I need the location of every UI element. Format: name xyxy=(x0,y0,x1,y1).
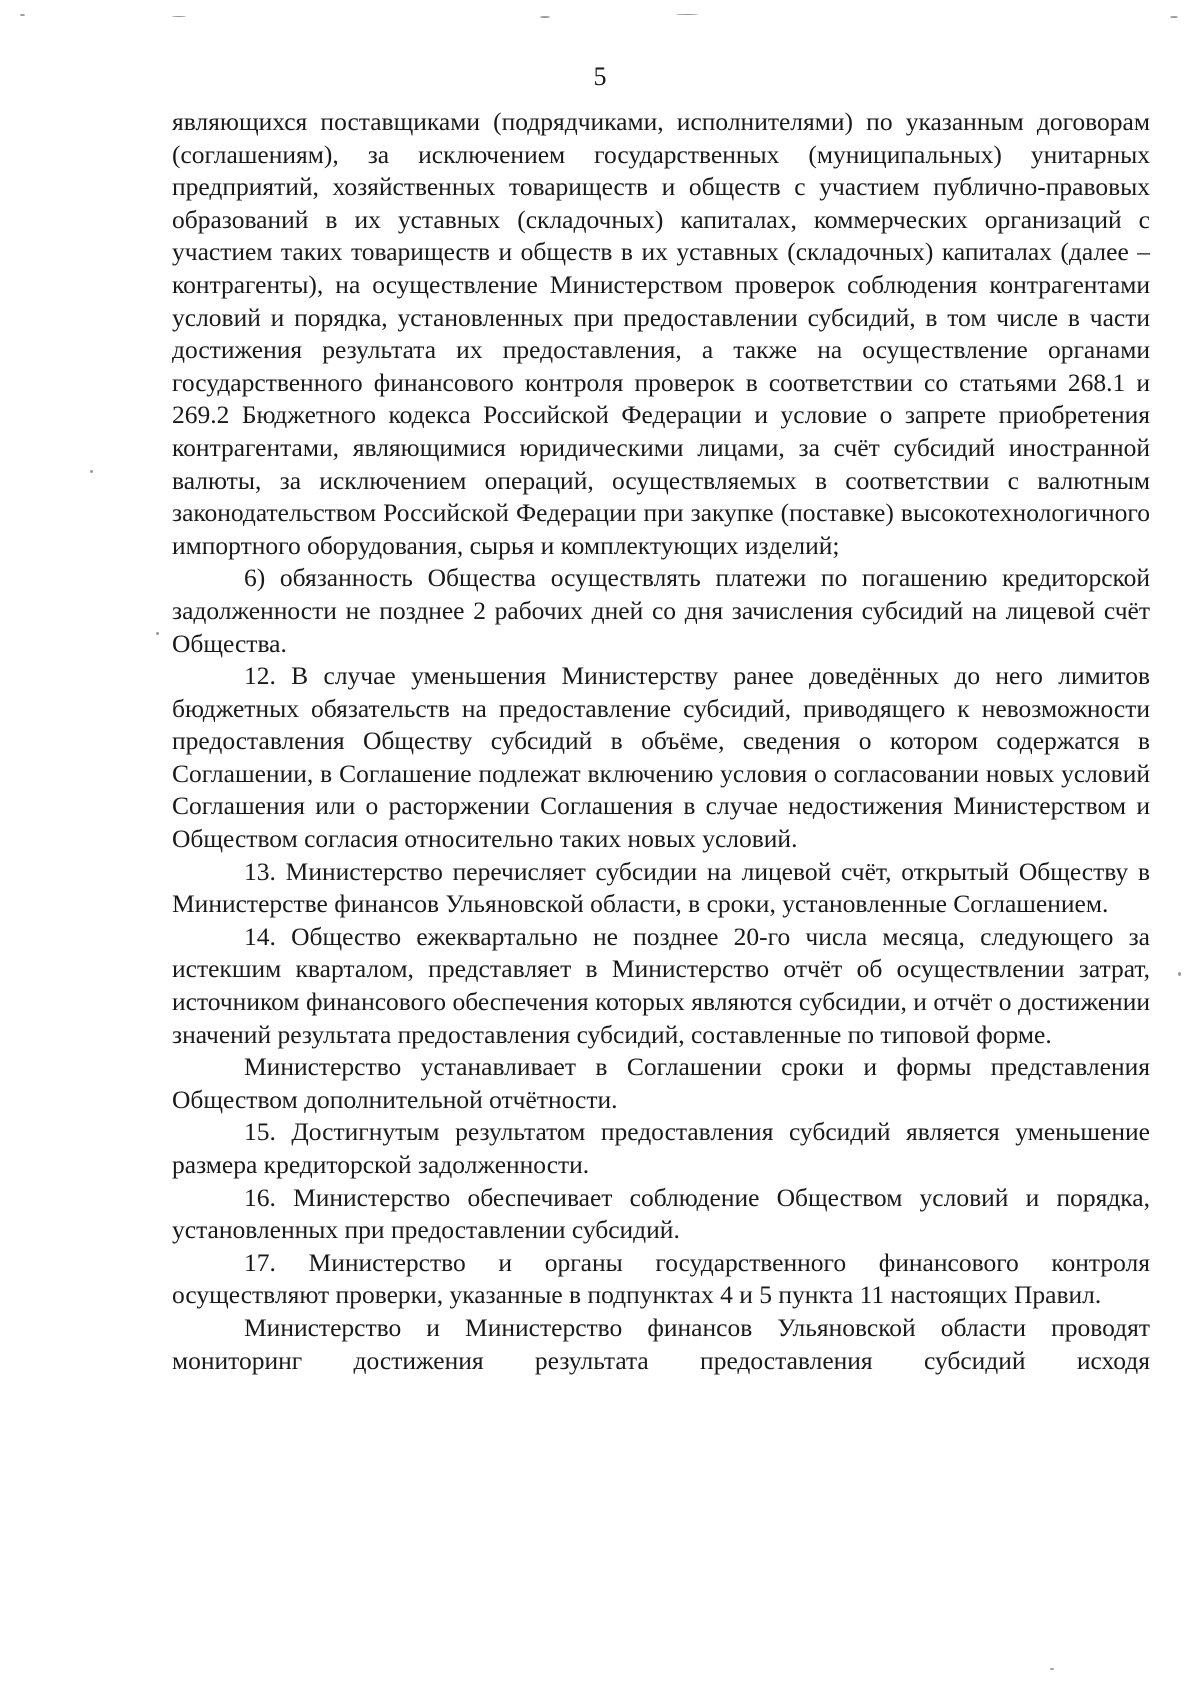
scan-speck xyxy=(90,470,93,473)
scan-speck xyxy=(156,632,159,635)
paragraph-16: 16. Министерство обеспечивает соблюдение Обществом условий и порядка, установленных при предоставлении субсидий. xyxy=(172,1182,1150,1245)
scan-speck xyxy=(540,16,550,18)
paragraph-11-5-continuation: являющихся поставщиками (подрядчиками, исполнителями) по указанным договорам (соглашениям), за исключением государственных (муниципальных) унитарных предприятий, хозяйственных товариществ и обществ с участием публично-правовых образований в их уставных (складочных) капиталах, коммерческих организаций с участием таких товариществ и обществ в их уставных (складочных) капиталах (далее – контрагенты), на осуществление Министерством проверок соблюдения контрагентами условий и порядка, установленных при предоставлении субсидий, в том числе в части достижения результата их предоставления, а также на осуществление органами государственного финансового контроля проверок в соответствии со статьями 268.1 и 269.2 Бюджетного кодекса Российской Федерации и условие о запрете приобретения контрагентами, являющимися юридическими лицами, за счёт субсидий иностранной валюты, за исключением операций, осуществляемых в соответствии с валютным законодательством Российской Федерации при закупке (поставке) высокотехнологичного импортного оборудования, сырья и комплектующих изделий; xyxy=(172,107,1150,560)
paragraph-13: 13. Министерство перечисляет субсидии на лицевой счёт, открытый Обществу в Министерстве финансов Ульяновской области, в сроки, установленные Соглашением. xyxy=(172,856,1150,919)
paragraph-12: 12. В случае уменьшения Министерству ранее доведённых до него лимитов бюджетных обязательств на предоставление субсидий, приводящего к невозможности предоставления Обществу субсидий в объёме, сведения о котором содержатся в Соглашении, в Соглашение подлежат включению условия о согласовании новых условий Соглашения или о расторжении Соглашения в случае недостижения Министерством и Обществом согласия относительно таких новых условий. xyxy=(172,661,1150,854)
paragraph-17: 17. Министерство и органы государственного финансового контроля осуществляют проверки, указанные в подпунктах 4 и 5 пункта 11 настоящих Правил. xyxy=(172,1247,1150,1310)
paragraph-11-6: 6) обязанность Общества осуществлять платежи по погашению кредиторской задолженности не позднее 2 рабочих дней со дня зачисления субсидий на лицевой счёт Общества. xyxy=(172,563,1150,658)
paragraph-15: 15. Достигнутым результатом предоставления субсидий является уменьшение размера кредиторской задолженности. xyxy=(172,1117,1150,1179)
scan-speck xyxy=(172,16,186,17)
page-number: 5 xyxy=(593,62,607,91)
paragraph-17-monitoring: Министерство и Министерство финансов Ульяновской области проводят мониторинг достижения результата предоставления субсидий исходя xyxy=(172,1312,1150,1375)
paragraph-14-additional: Министерство устанавливает в Соглашении сроки и формы представления Обществом дополнительной отчётности. xyxy=(172,1052,1150,1114)
scan-speck xyxy=(20,14,25,16)
scan-speck xyxy=(1170,16,1178,18)
document-body xyxy=(172,106,1150,1377)
scan-speck xyxy=(1178,972,1181,976)
paragraph-14: 14. Общество ежеквартально не позднее 20-го числа месяца, следующего за истекшим кварталом, представляет в Министерство отчёт об осуществлении затрат, источником финансового обеспечения которых являются субсидии, и отчёт о достижении значений результата предоставления субсидий, составленные по типовой форме. xyxy=(172,921,1150,1049)
scan-speck xyxy=(1050,1668,1054,1670)
scan-speck xyxy=(676,14,698,15)
